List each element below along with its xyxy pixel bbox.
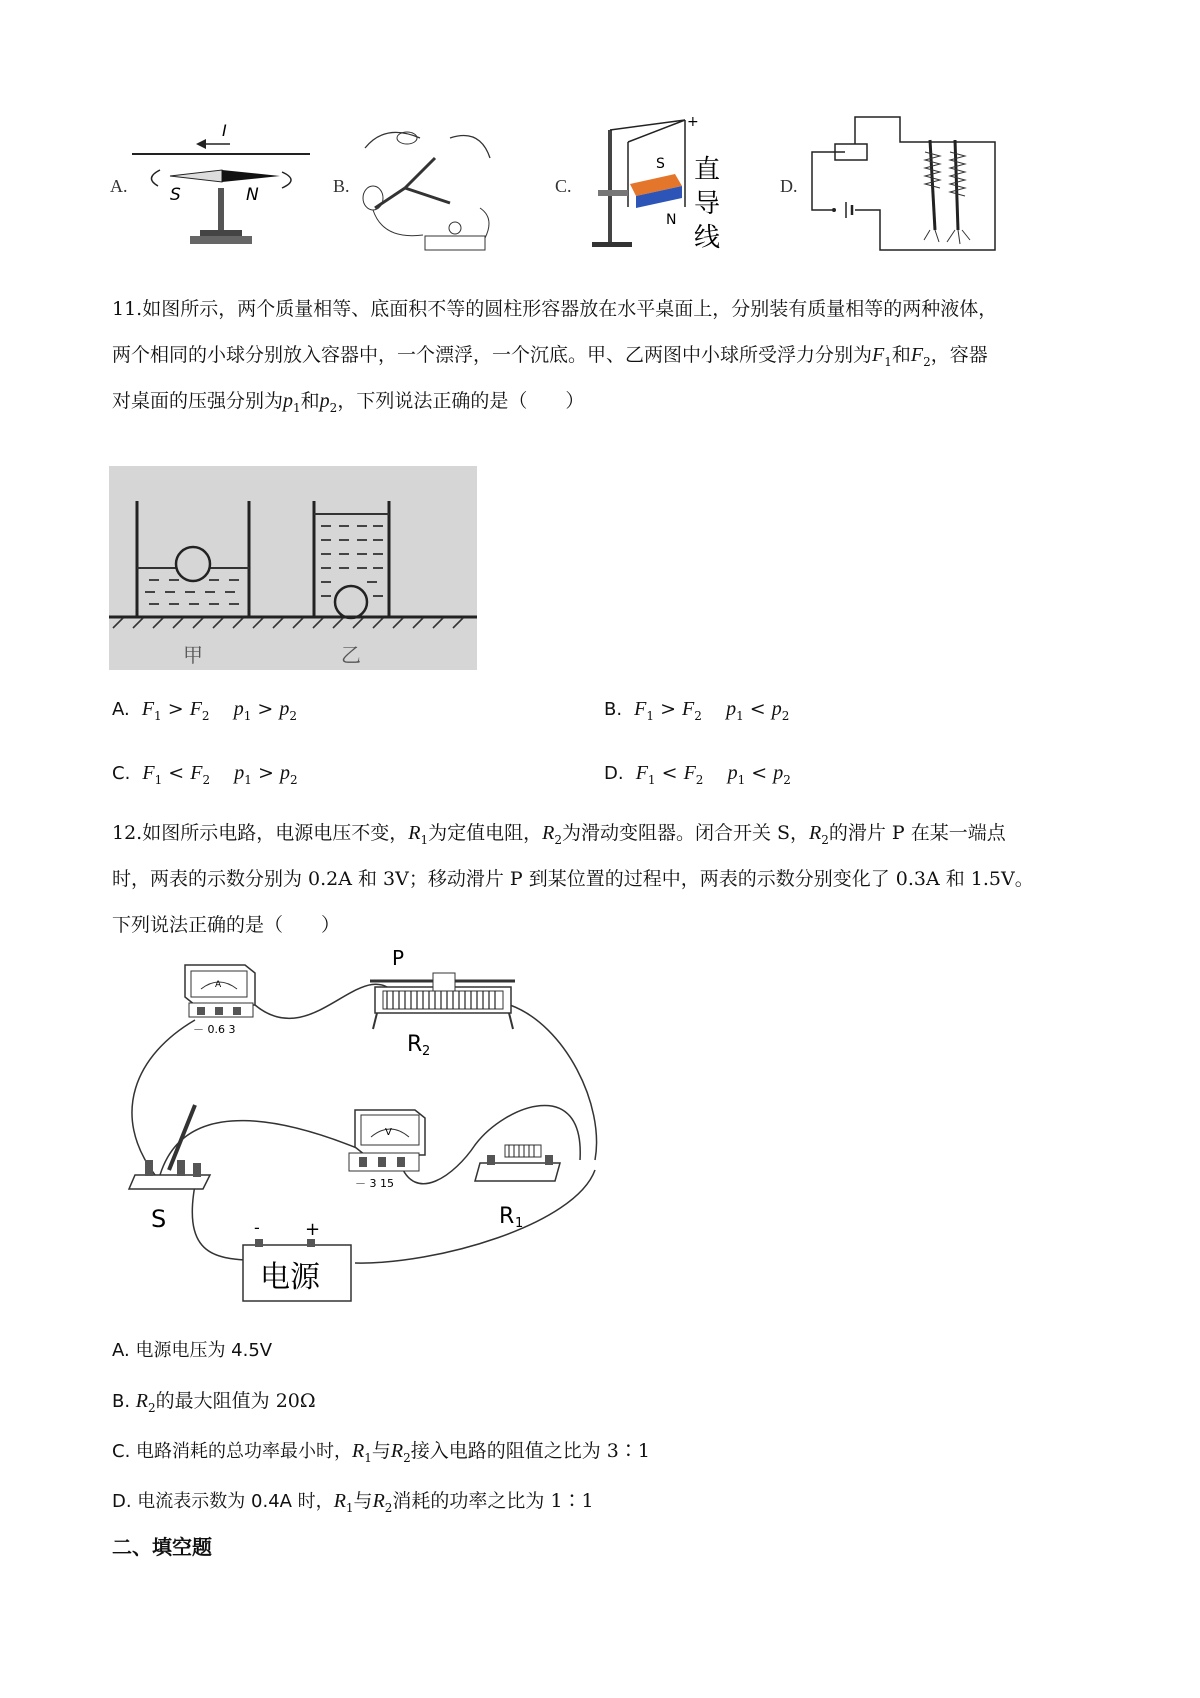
container-jia-label: 甲: [183, 643, 203, 667]
figure-option-a-label: A.: [110, 176, 128, 196]
resistor-label: R: [499, 1204, 515, 1229]
q12-line-2: 时，两表的示数分别为 0.2A 和 3V；移动滑片 P 到某位置的过程中，两表的示数分别变化了 0.3A 和 1.5V。: [112, 868, 1034, 890]
source-plus-label: +: [305, 1219, 321, 1240]
straight-wire-char-3: 线: [694, 223, 721, 253]
power-source: [243, 1218, 351, 1301]
switch-label: S: [151, 1205, 167, 1233]
q12-line-1: 12.如图所示电路，电源电压不变，$R_1$为定值电阻，$R_2$为滑动变阻器。闭合开关 S，$R_2$的滑片 P 在某一端点: [112, 822, 1006, 847]
voltmeter-scale: － 3 15: [355, 1177, 394, 1190]
q12-option-c[interactable]: C. 电路消耗的总功率最小时，$R_1$与$R_2$接入电路的阻值之比为 3∶1: [112, 1440, 650, 1465]
resistor-r1: [475, 1145, 560, 1231]
hand-generator-figure: [355, 118, 495, 258]
switch: [129, 1105, 210, 1233]
q11-containers-figure: [109, 466, 477, 670]
q12-option-b[interactable]: B. $R_2$的最大阻值为 20Ω: [112, 1390, 316, 1415]
q11-option-b[interactable]: B. $F_1 > F_2$ $p_1 < p_2$: [604, 698, 790, 723]
rheostat-label: R: [407, 1032, 423, 1057]
straight-wire-char-1: 直: [694, 155, 721, 185]
magnet-north-label: N: [666, 212, 677, 228]
q11-option-a[interactable]: A. $F_1 > F_2$ $p_1 > p_2$: [112, 698, 298, 723]
source-label: 电源: [260, 1260, 320, 1295]
source-minus-label: -: [254, 1218, 260, 1237]
slider-p-label: P: [392, 946, 405, 970]
q12-option-d[interactable]: D. 电流表示数为 0.4A 时，$R_1$与$R_2$消耗的功率之比为 1∶1: [112, 1490, 594, 1515]
q12-option-a[interactable]: A. 电源电压为 4.5V: [112, 1340, 273, 1361]
south-pole-label: S: [170, 185, 181, 205]
compass-current-figure: [130, 118, 315, 254]
current-label: I: [222, 121, 227, 140]
resistor-sub: 1: [515, 1216, 524, 1231]
voltmeter: [349, 1110, 425, 1190]
q11-option-d[interactable]: D. $F_1 < F_2$ $p_1 < p_2$: [604, 762, 791, 787]
q11-line-3: 对桌面的压强分别为$p_1$和$p_2$，下列说法正确的是（ ）: [112, 390, 585, 415]
figure-option-c-label: C.: [555, 176, 572, 196]
figure-option-b-label: B.: [333, 176, 350, 196]
straight-wire-char-2: 导: [694, 189, 721, 219]
rheostat-sub: 2: [422, 1044, 431, 1059]
ammeter-scale: － 0.6 3: [193, 1023, 236, 1036]
section-heading-fill-in: 二、填空题: [112, 1535, 212, 1559]
ammeter: [185, 965, 255, 1036]
plus-terminal-label: +: [687, 114, 699, 130]
figure-option-d-label: D.: [780, 176, 798, 196]
rheostat: [370, 946, 515, 1059]
q11-line-2: 两个相同的小球分别放入容器中，一个漂浮，一个沉底。甲、乙两图中小球所受浮力分别为$F_1$和$F_2$，容器: [112, 344, 988, 369]
q12-circuit-figure: [115, 945, 615, 1325]
magnet-south-label: S: [656, 156, 665, 172]
container-yi-label: 乙: [341, 643, 361, 667]
north-pole-label: N: [246, 185, 259, 205]
ammeter-symbol: A: [215, 980, 222, 990]
voltmeter-symbol: V: [385, 1127, 392, 1138]
q11-option-c[interactable]: C. $F_1 < F_2$ $p_1 > p_2$: [112, 762, 298, 787]
q12-line-3: 下列说法正确的是（ ）: [112, 914, 341, 936]
magnet-wire-figure: [590, 112, 740, 257]
q11-line-1: 11.如图所示，两个质量相等、底面积不等的圆柱形容器放在水平桌面上，分别装有质量相等的两种液体，: [112, 298, 998, 320]
electromagnet-figure: [810, 112, 1010, 257]
